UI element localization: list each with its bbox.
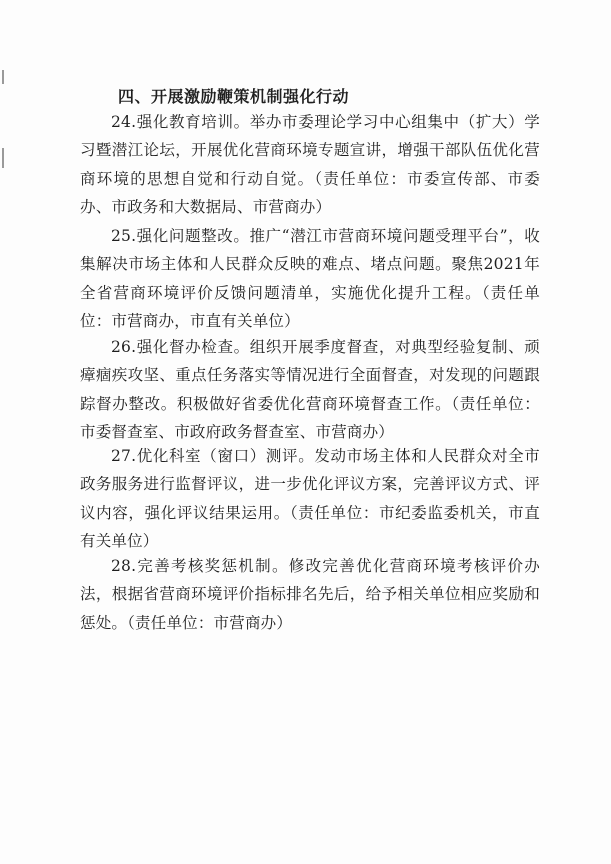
scan-edge-mark — [2, 148, 4, 168]
paragraph-28: 28.完善考核奖惩机制。修改完善优化营商环境考核评价办法，根据省营商环境评价指标排名先后，给予相关单位相应奖励和惩处。（责任单位：市营商办） — [80, 557, 540, 632]
scan-edge-mark — [2, 70, 4, 84]
paragraph-25: 25.强化问题整改。推广“潜江市营商环境问题受理平台”，收集解决市场主体和人民群众反映的难点、堵点问题。聚焦2021年全省营商环境评价反馈问题清单，实施优化提升工程。（责任单位：市营商办，市直有关单位） — [80, 227, 540, 331]
paragraph-24: 24.强化教育培训。举办市委理论学习中心组集中（扩大）学习暨潜江论坛，开展优化营商环境专题宣讲，增强干部队伍优化营商环境的思想自觉和行动自觉。（责任单位：市委宣传部、市委办、市政务和大数据局、市营商办） — [80, 113, 540, 217]
paragraph-27: 27.优化科室（窗口）测评。发动市场主体和人民群众对全市政务服务进行监督评议，进一步优化评议方案，完善评议方式、评议内容，强化评议结果运用。（责任单位：市纪委监委机关，市直有关单位） — [80, 447, 540, 551]
section-heading: 四、开展激励鞭策机制强化行动 — [118, 87, 350, 106]
paragraph-26: 26.强化督办检查。组织开展季度督查，对典型经验复制、顽瘴痼疾攻坚、重点任务落实等情况进行全面督查，对发现的问题跟踪督办整改。积极做好省委优化营商环境督查工作。（责任单位：市委督查室、市政府政务督查室、市营商办） — [80, 338, 540, 442]
